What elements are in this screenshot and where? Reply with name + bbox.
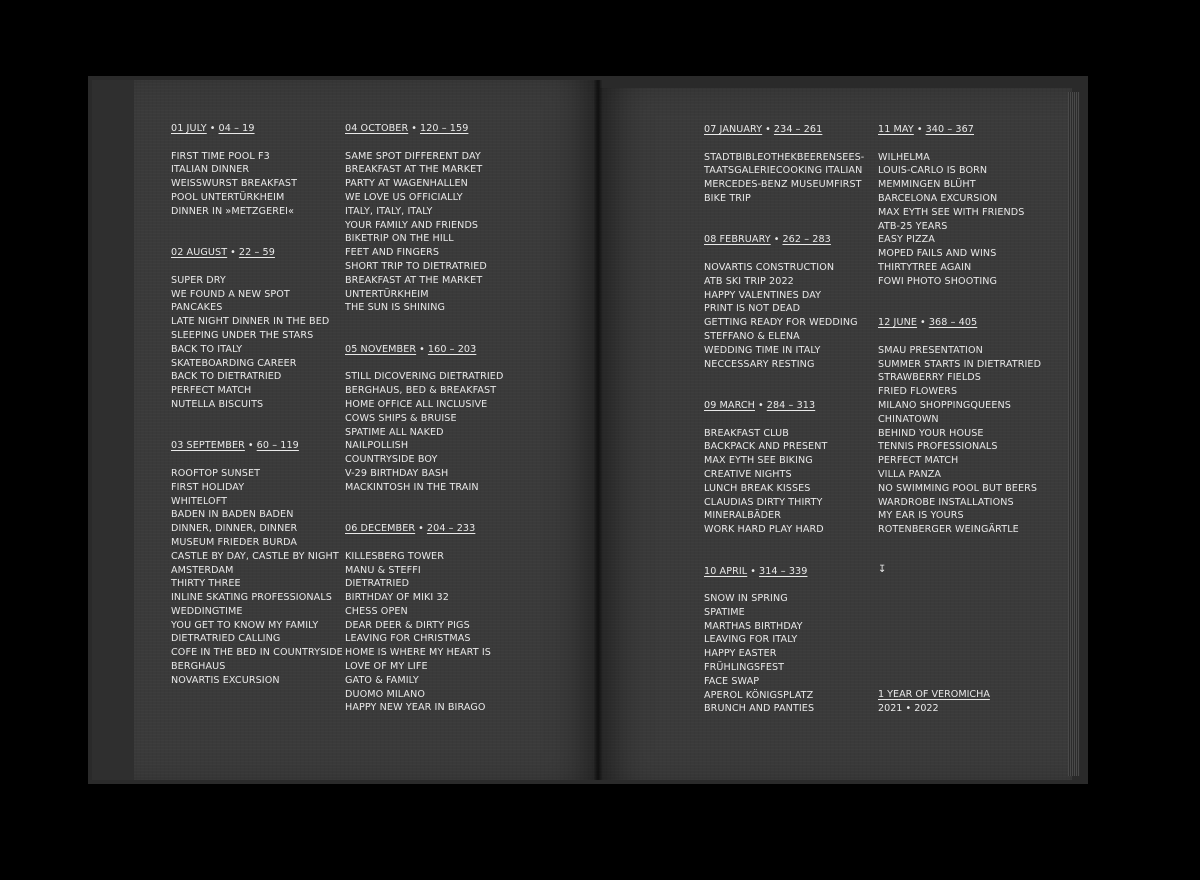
list-item: BADEN IN BADEN BADEN xyxy=(171,509,294,521)
month-heading xyxy=(704,233,864,247)
list-item: WHITELOFT xyxy=(171,495,228,507)
list-item: CASTLE BY DAY, CASTLE BY NIGHT xyxy=(171,550,339,562)
list-item: ATB-25 YEARS xyxy=(878,220,948,232)
list-item: LEAVING FOR CHRISTMAS xyxy=(345,633,471,645)
month-label: 10 APRIL xyxy=(704,565,748,577)
book-gutter xyxy=(594,80,602,780)
bullet-separator: • xyxy=(230,247,236,259)
list-item: TENNIS PROFESSIONALS xyxy=(878,441,998,453)
month-section xyxy=(878,123,1041,289)
list-item: WORK HARD PLAY HARD xyxy=(704,524,824,536)
list-item: MAX EYTH SEE BIKING xyxy=(704,455,813,467)
left-page-inner-edge xyxy=(92,80,134,780)
entry-list xyxy=(704,261,864,371)
book-footer xyxy=(878,688,990,716)
section-gap xyxy=(171,219,343,247)
list-item: APEROL KÖNIGSPLATZ xyxy=(704,689,814,701)
month-section xyxy=(704,123,864,206)
bullet-separator: • xyxy=(411,123,417,134)
page-range: 204 – 233 xyxy=(426,523,476,535)
list-item: BACK TO DIETRATRIED xyxy=(171,371,282,383)
list-item: BIRTHDAY OF MIKI 32 xyxy=(345,592,449,604)
list-item: LEAVING FOR ITALY xyxy=(704,634,798,646)
entry-list xyxy=(704,592,864,716)
year-bullet: • xyxy=(905,702,912,714)
list-item: BIKETRIP ON THE HILL xyxy=(345,233,454,245)
list-item: COFE IN THE BED IN COUNTRYSIDE xyxy=(171,647,343,659)
page-range: 284 – 313 xyxy=(766,399,816,411)
list-item: WEDDINGTIME xyxy=(171,605,243,617)
list-item: SNOW IN SPRING xyxy=(704,593,788,605)
list-item: WARDROBE INSTALLATIONS xyxy=(878,496,1014,508)
year-end: 2022 xyxy=(914,702,939,714)
bullet-separator: • xyxy=(418,523,424,535)
list-item: ROOFTOP SUNSET xyxy=(171,467,261,479)
list-item: CHESS OPEN xyxy=(345,605,408,617)
list-item: SHORT TRIP TO DIETRATRIED xyxy=(345,260,487,272)
list-item: FIRST HOLIDAY xyxy=(171,481,245,493)
entry-list xyxy=(878,151,1041,289)
list-item: AMSTERDAM xyxy=(171,564,234,576)
list-item: DIETRATRIED CALLING xyxy=(171,633,281,645)
right-page-column-2 xyxy=(878,123,1041,537)
month-heading xyxy=(345,522,503,536)
month-section xyxy=(345,122,503,315)
month-label: 02 AUGUST xyxy=(171,247,228,259)
list-item: BACKPACK AND PRESENT xyxy=(704,441,828,453)
list-item: PRINT IS NOT DEAD xyxy=(704,303,801,315)
section-gap xyxy=(345,315,503,343)
list-item: WEDDING TIME IN ITALY xyxy=(704,344,821,356)
month-heading xyxy=(704,565,864,579)
page-range: 368 – 405 xyxy=(928,317,978,329)
list-item: NECCESSARY RESTING xyxy=(704,358,815,370)
list-item: FOWI PHOTO SHOOTING xyxy=(878,275,998,287)
month-label: 03 SEPTEMBER xyxy=(171,440,245,452)
list-item: PERFECT MATCH xyxy=(171,385,252,397)
list-item: HOME IS WHERE MY HEART IS xyxy=(345,647,491,659)
month-label: 09 MARCH xyxy=(704,399,755,411)
list-item: SLEEPING UNDER THE STARS xyxy=(171,329,314,341)
month-section xyxy=(171,122,343,219)
list-item: LATE NIGHT DINNER IN THE BED xyxy=(171,316,330,328)
list-item: NO SWIMMING POOL BUT BEERS xyxy=(878,482,1038,494)
month-label: 07 JANUARY xyxy=(704,124,763,135)
month-label: 08 FEBRUARY xyxy=(704,234,771,246)
month-label: 05 NOVEMBER xyxy=(345,343,417,355)
list-item: SKATEBOARDING CAREER xyxy=(171,357,297,369)
page-range: 340 – 367 xyxy=(925,124,974,135)
month-section xyxy=(171,246,343,412)
month-section xyxy=(704,565,864,717)
list-item: MUSEUM FRIEDER BURDA xyxy=(171,536,298,548)
list-item: ROTENBERGER WEINGÄRTLE xyxy=(878,524,1019,536)
bullet-separator: • xyxy=(920,317,926,329)
section-gap xyxy=(878,289,1041,317)
list-item: MANU & STEFFI xyxy=(345,564,421,576)
entry-list xyxy=(171,467,343,688)
list-item: TAATSGALERIECOOKING ITALIAN xyxy=(704,165,863,177)
list-item: MACKINTOSH IN THE TRAIN xyxy=(345,481,479,493)
list-item: GETTING READY FOR WEDDING xyxy=(704,317,858,329)
page-range: 22 – 59 xyxy=(238,247,275,259)
list-item: MOPED FAILS AND WINS xyxy=(878,248,997,260)
month-section xyxy=(345,522,503,715)
list-item: HAPPY VALENTINES DAY xyxy=(704,289,822,301)
list-item: BERGHAUS xyxy=(171,661,226,673)
section-gap xyxy=(345,495,503,523)
right-page-column-1 xyxy=(704,123,864,716)
list-item: THIRTYTREE AGAIN xyxy=(878,261,972,273)
list-item: BACK TO ITALY xyxy=(171,343,243,355)
page-range: 04 – 19 xyxy=(218,123,255,134)
bullet-separator: • xyxy=(750,565,757,577)
month-heading xyxy=(345,343,503,357)
month-heading xyxy=(171,439,343,453)
list-item: WEISSWURST BREAKFAST xyxy=(171,178,298,190)
list-item: LOVE OF MY LIFE xyxy=(345,661,428,673)
entry-list xyxy=(704,427,864,537)
list-item: FACE SWAP xyxy=(704,675,760,687)
list-item: YOU GET TO KNOW MY FAMILY xyxy=(171,619,319,631)
list-item: SAME SPOT DIFFERENT DAY xyxy=(345,150,481,162)
year-start: 2021 xyxy=(878,702,903,714)
entry-list xyxy=(171,150,343,219)
bullet-separator: • xyxy=(419,343,425,355)
down-arrow-icon: ↧ xyxy=(878,564,887,575)
month-section xyxy=(171,439,343,687)
section-gap xyxy=(704,371,864,399)
section-gap xyxy=(704,206,864,234)
list-item: GATO & FAMILY xyxy=(345,674,419,686)
list-item: CLAUDIAS DIRTY THIRTY xyxy=(704,496,823,508)
list-item: STADTBIBLEOTHEKBEERENSEES- xyxy=(704,151,865,163)
month-heading xyxy=(345,122,503,136)
list-item: INLINE SKATING PROFESSIONALS xyxy=(171,592,332,604)
list-item: DINNER, DINNER, DINNER xyxy=(171,523,298,535)
list-item: V-29 BIRTHDAY BASH xyxy=(345,467,449,479)
list-item: BREAKFAST CLUB xyxy=(704,427,789,439)
month-label: 04 OCTOBER xyxy=(345,123,409,134)
list-item: NAILPOLLISH xyxy=(345,440,409,452)
list-item: THIRTY THREE xyxy=(171,578,241,590)
footer-years xyxy=(878,702,990,716)
month-section xyxy=(878,316,1041,537)
list-item: MAX EYTH SEE WITH FRIENDS xyxy=(878,206,1025,218)
list-item: FRÜHLINGSFEST xyxy=(704,662,785,674)
list-item: NUTELLA BISCUITS xyxy=(171,398,264,410)
page-range: 262 – 283 xyxy=(782,234,831,246)
list-item: BREAKFAST AT THE MARKET xyxy=(345,274,483,286)
list-item: ITALY, ITALY, ITALY xyxy=(345,205,433,217)
list-item: MARTHAS BIRTHDAY xyxy=(704,620,803,632)
list-item: DUOMO MILANO xyxy=(345,688,426,700)
section-gap xyxy=(704,537,864,565)
list-item: THE SUN IS SHINING xyxy=(345,302,446,314)
month-section xyxy=(704,233,864,371)
list-item: PERFECT MATCH xyxy=(878,455,959,467)
list-item: HAPPY EASTER xyxy=(704,648,777,660)
entry-list xyxy=(345,550,503,716)
bullet-separator: • xyxy=(773,234,780,246)
month-label: 06 DECEMBER xyxy=(345,523,416,535)
left-page-column-2 xyxy=(345,122,503,715)
month-heading xyxy=(878,316,1041,330)
entry-list xyxy=(704,151,864,206)
left-page-column-1 xyxy=(171,122,343,688)
month-heading xyxy=(171,246,343,260)
list-item: BERGHAUS, BED & BREAKFAST xyxy=(345,385,497,397)
list-item: SMAU PRESENTATION xyxy=(878,344,983,356)
list-item: MINERALBÄDER xyxy=(704,510,781,522)
footer-title: 1 YEAR OF VEROMICHA xyxy=(878,689,990,700)
month-section xyxy=(345,343,503,495)
list-item: NOVARTIS CONSTRUCTION xyxy=(704,261,835,273)
bullet-separator: • xyxy=(758,399,764,411)
list-item: SPATIME ALL NAKED xyxy=(345,426,444,438)
list-item: FRIED FLOWERS xyxy=(878,386,958,398)
list-item: BIKE TRIP xyxy=(704,192,751,204)
page-range: 60 – 119 xyxy=(256,440,299,452)
list-item: COUNTRYSIDE BOY xyxy=(345,454,438,466)
list-item: EASY PIZZA xyxy=(878,234,935,246)
month-heading xyxy=(704,399,864,413)
list-item: LOUIS-CARLO IS BORN xyxy=(878,165,988,177)
month-section xyxy=(704,399,864,537)
list-item: VILLA PANZA xyxy=(878,468,942,480)
list-item: WE LOVE US OFFICIALLY xyxy=(345,191,463,203)
entry-list xyxy=(345,370,503,494)
entry-list xyxy=(171,274,343,412)
page-range: 314 – 339 xyxy=(759,565,808,577)
month-heading xyxy=(171,122,343,136)
section-gap xyxy=(171,412,343,440)
bullet-separator: • xyxy=(209,123,216,134)
list-item: STRAWBERRY FIELDS xyxy=(878,372,981,384)
list-item: STILL DICOVERING DIETRATRIED xyxy=(345,371,504,383)
list-item: PANCAKES xyxy=(171,302,223,314)
list-item: MEMMINGEN BLÜHT xyxy=(878,179,976,191)
list-item: SUMMER STARTS IN DIETRATRIED xyxy=(878,358,1042,370)
list-item: BARCELONA EXCURSION xyxy=(878,192,998,204)
list-item: LUNCH BREAK KISSES xyxy=(704,482,811,494)
list-item: SPATIME xyxy=(704,606,745,618)
list-item: DINNER IN »METZGEREI« xyxy=(171,205,295,217)
bullet-separator: • xyxy=(247,440,254,452)
list-item: FIRST TIME POOL F3 xyxy=(171,150,270,162)
list-item: BRUNCH AND PANTIES xyxy=(704,703,815,715)
entry-list xyxy=(345,150,503,316)
list-item: DEAR DEER & DIRTY PIGS xyxy=(345,619,470,631)
list-item: ATB SKI TRIP 2022 xyxy=(704,275,794,287)
list-item: SUPER DRY xyxy=(171,274,226,286)
list-item: PARTY AT WAGENHALLEN xyxy=(345,178,468,190)
list-item: WILHELMA xyxy=(878,151,930,163)
bullet-separator: • xyxy=(916,124,923,135)
list-item: UNTERTÜRKHEIM xyxy=(345,288,429,300)
month-label: 12 JUNE xyxy=(878,317,918,329)
list-item: STEFFANO & ELENA xyxy=(704,330,800,342)
bullet-separator: • xyxy=(765,124,771,135)
list-item: MERCEDES-BENZ MUSEUMFIRST xyxy=(704,179,862,191)
list-item: HOME OFFICE ALL INCLUSIVE xyxy=(345,398,488,410)
page-range: 160 – 203 xyxy=(427,343,477,355)
entry-list xyxy=(878,344,1041,537)
list-item: POOL UNTERTÜRKHEIM xyxy=(171,191,285,203)
list-item: ITALIAN DINNER xyxy=(171,164,250,176)
month-heading xyxy=(878,123,1041,137)
list-item: YOUR FAMILY AND FRIENDS xyxy=(345,219,479,231)
list-item: NOVARTIS EXCURSION xyxy=(171,674,280,686)
list-item: MY EAR IS YOURS xyxy=(878,510,964,522)
list-item: WE FOUND A NEW SPOT xyxy=(171,288,290,300)
month-label: 11 MAY xyxy=(878,124,914,135)
month-heading xyxy=(704,123,864,137)
list-item: CREATIVE NIGHTS xyxy=(704,468,792,480)
list-item: CHINATOWN xyxy=(878,413,939,425)
list-item: BREAKFAST AT THE MARKET xyxy=(345,164,483,176)
list-item: BEHIND YOUR HOUSE xyxy=(878,427,984,439)
list-item: DIETRATRIED xyxy=(345,578,410,590)
list-item: HAPPY NEW YEAR IN BIRAGO xyxy=(345,702,486,714)
list-item: FEET AND FINGERS xyxy=(345,247,440,259)
page-range: 234 – 261 xyxy=(773,124,823,135)
page-range: 120 – 159 xyxy=(420,123,469,134)
list-item: MILANO SHOPPINGQUEENS xyxy=(878,399,1011,411)
end-mark xyxy=(878,563,886,577)
list-item: KILLESBERG TOWER xyxy=(345,550,444,562)
right-page-edges xyxy=(1068,92,1080,776)
list-item: COWS SHIPS & BRUISE xyxy=(345,412,457,424)
month-label: 01 JULY xyxy=(171,123,207,134)
